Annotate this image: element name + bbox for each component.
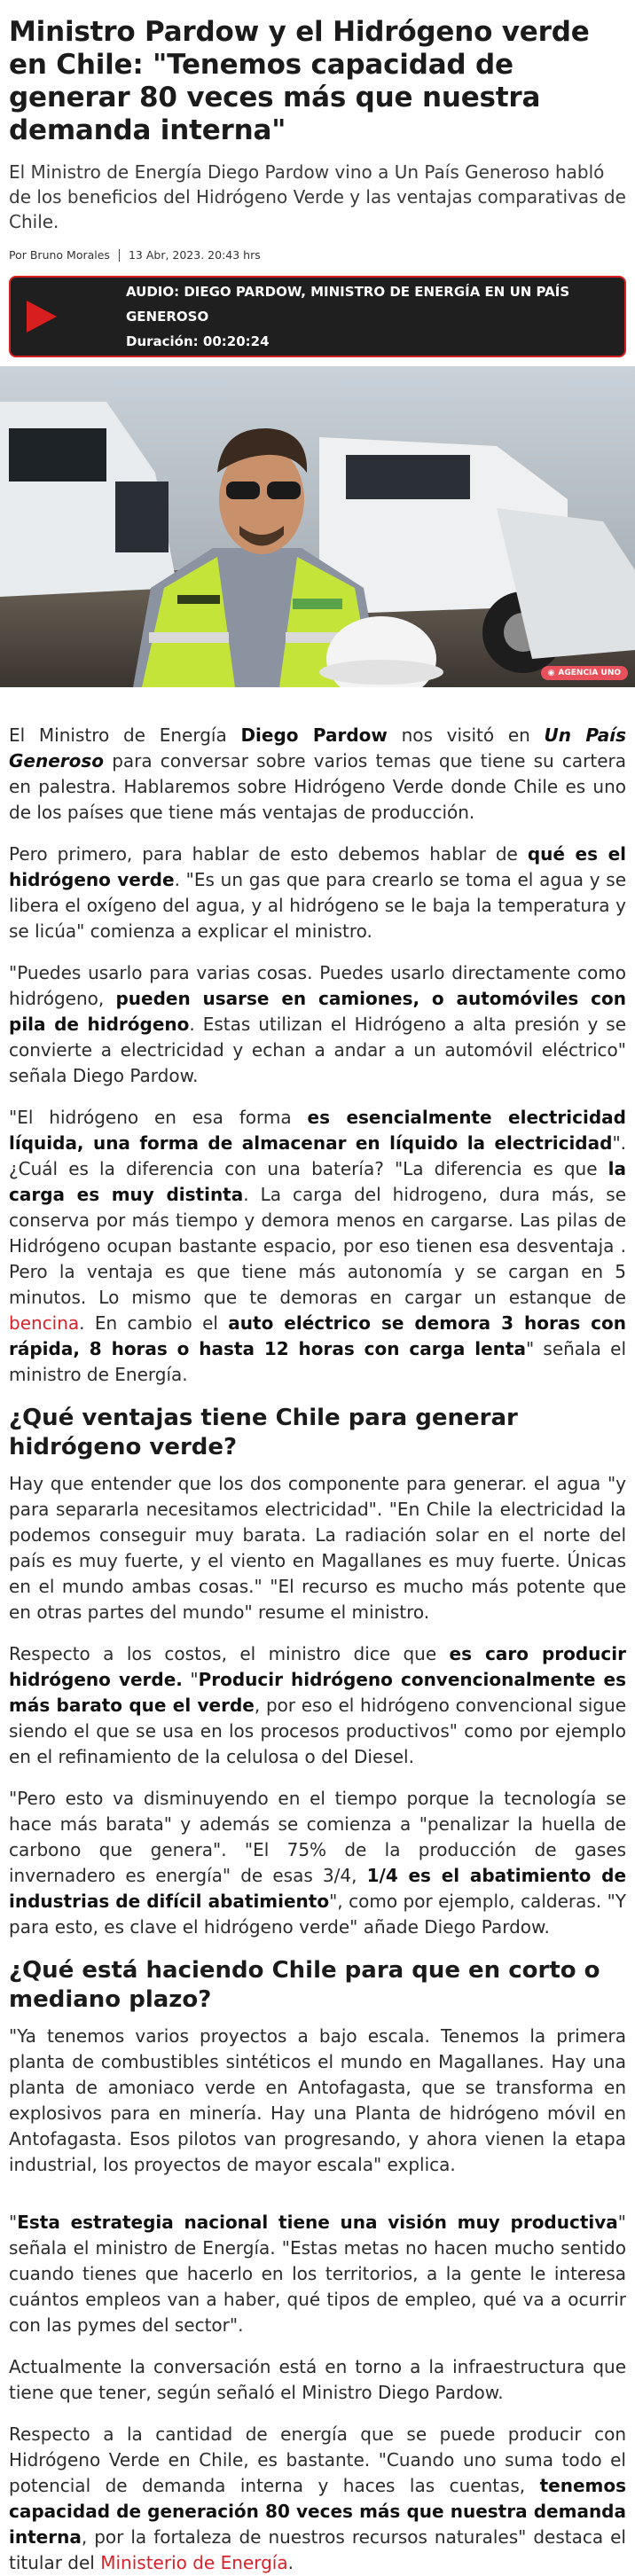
- link-ministerio-energia[interactable]: Ministerio de Energía: [100, 2552, 288, 2573]
- audio-duration: Duración: 00:20:24: [126, 333, 270, 349]
- camera-icon: ◉: [547, 669, 555, 677]
- paragraph: "El hidrógeno en esa forma es esencialmente electricidad líquida, una forma de almacenar en líquido la electricidad". ¿Cuál es la diferencia con una batería? "La diferencia es que la carga es muy distinta. La carga del hidrogeno, dura más, se conserva por más tiempo y demora menos en cargarse. Las pilas de Hidrógeno ocupan bastante espacio, por eso tienen esa desventaja . Pero la ventaja es que tiene más autonomía y se cargan en 5 minutos. Lo mismo que te demoras en cargar un estanque de bencina. En cambio el auto eléctrico se demora 3 horas con rápida, 8 horas o hasta 12 horas con carga lenta" señala el ministro de Energía.: [9, 1107, 627, 1385]
- author-name[interactable]: Por Bruno Morales: [9, 248, 110, 262]
- audio-player: [9, 276, 626, 357]
- byline-divider: [119, 249, 120, 262]
- paragraph: "Esta estrategia nacional tiene una visión muy productiva" señala el ministro de Energía. "Estas metas no hacen mucho sentido cuando tienes que hacerlo en los territorios, a la gente le interesa cuántos empleos van a haber, qué tipos de empleo, qué va a ocurrir con las pymes del sector".: [9, 2212, 626, 2336]
- article-title: Ministro Pardow y el Hidrógeno verde en Chile: "Tenemos capacidad de generar 80 veces más que nuestra demanda interna": [9, 16, 590, 146]
- audio-title: AUDIO: DIEGO PARDOW, MINISTRO DE ENERGÍA EN UN PAÍS GENEROSO: [126, 284, 570, 325]
- link-bencina[interactable]: bencina: [9, 1312, 80, 1334]
- paragraph: "Puedes usarlo para varias cosas. Puedes usarlo directamente como hidrógeno, pueden usarse en camiones, o automóviles con pila de hidrógeno. Estas utilizan el Hidrógeno a alta presión y se convierte a electricidad y echan a andar a un automóvil eléctrico" señala Diego Pardow.: [9, 962, 627, 1086]
- section-heading: ¿Qué ventajas tiene Chile para generar hidrógeno verde?: [9, 1405, 518, 1460]
- hero-image: [0, 366, 635, 687]
- byline: [9, 248, 626, 262]
- paragraph: Pero primero, para hablar de esto debemos hablar de qué es el hidrógeno verde. "Es un gas que para crearlo se toma el agua y se libera el oxígeno del agua, y al hidrógeno se le baja la temperatura y se licúa" comienza a explicar el ministro.: [9, 843, 626, 942]
- hero-photo: [0, 366, 635, 687]
- photo-credit-badge: [541, 666, 628, 680]
- paragraph: El Ministro de Energía Diego Pardow nos visitó en Un País Generoso para conversar sobre varios temas que tiene su cartera en palestra. Hablaremos sobre Hidrógeno Verde donde Chile es uno de los países que tiene más ventajas de producción.: [9, 724, 626, 823]
- paragraph: Hay que entender que los dos componente para generar. el agua "y para separarla necesitamos electricidad". "En Chile la electricidad la podemos conseguir muy barata. La radiación solar en el norte del país es muy fuerte, y el viento en Magallanes es muy fuerte. Únicas en el mundo ambas cosas." "El recurso es mucho más potente que en otras partes del mundo" resume el ministro.: [9, 1473, 626, 1623]
- section-heading: ¿Qué está haciendo Chile para que en corto o mediano plazo?: [9, 1957, 600, 2013]
- article-lead: El Ministro de Energía Diego Pardow vino a Un País Generoso habló de los beneficios del Hidrógeno Verde y las ventajas comparativas de Chile.: [9, 161, 626, 232]
- publish-date: 13 Abr, 2023. 20:43 hrs: [128, 248, 261, 262]
- paragraph: Respecto a la cantidad de energía que se puede producir con Hidrógeno Verde en Chile, es bastante. "Cuando uno suma todo el potencial de demanda interna y haces las cuentas, tenemos capacidad de generación 80 veces más que nuestra demanda interna, por la fortaleza de nuestros recursos naturales" destaca el titular del Ministerio de Energía.: [9, 2423, 626, 2573]
- paragraph: Actualmente la conversación está en torno a la infraestructura que tiene que tener, según señaló el Ministro Diego Pardow.: [9, 2356, 626, 2403]
- paragraph: "Ya tenemos varios proyectos a bajo escala. Tenemos la primera planta de combustibles sintéticos el mundo en Magallanes. Hay una planta de amoniaco verde en Antofagasta, que se transforma en explosivos para en minería. Hay una Planta de hidrógeno móvil en Antofagasta. Esos pilotos van progresando, y ahora vienen la etapa industrial, los proyectos de mayor escala" explica.: [9, 2025, 626, 2175]
- paragraph: Respecto a los costos, el ministro dice que es caro producir hidrógeno verde. "Producir hidrógeno convencionalmente es más barato que el verde, por eso el hidrógeno convencional sigue siendo el que se usa en los procesos productivos" como por ejemplo en el refinamiento de la celulosa o del Diesel.: [9, 1643, 626, 1767]
- paragraph: "Pero esto va disminuyendo en el tiempo porque la tecnología se hace más barata" y además se comienza a "penalizar la huella de carbono que genera". "El 75% de la producción de gases invernadero es energía" de esas 3/4, 1/4 es el abatimiento de industrias de difícil abatimiento", como por ejemplo, calderas. "Y para esto, es clave el hidrógeno verde" añade Diego Pardow.: [9, 1788, 627, 1938]
- audio-info: [126, 279, 624, 354]
- article: [0, 16, 635, 2576]
- photo-credit: AGENCIA UNO: [558, 669, 621, 677]
- play-icon[interactable]: [21, 297, 60, 336]
- article-body: [9, 723, 626, 2576]
